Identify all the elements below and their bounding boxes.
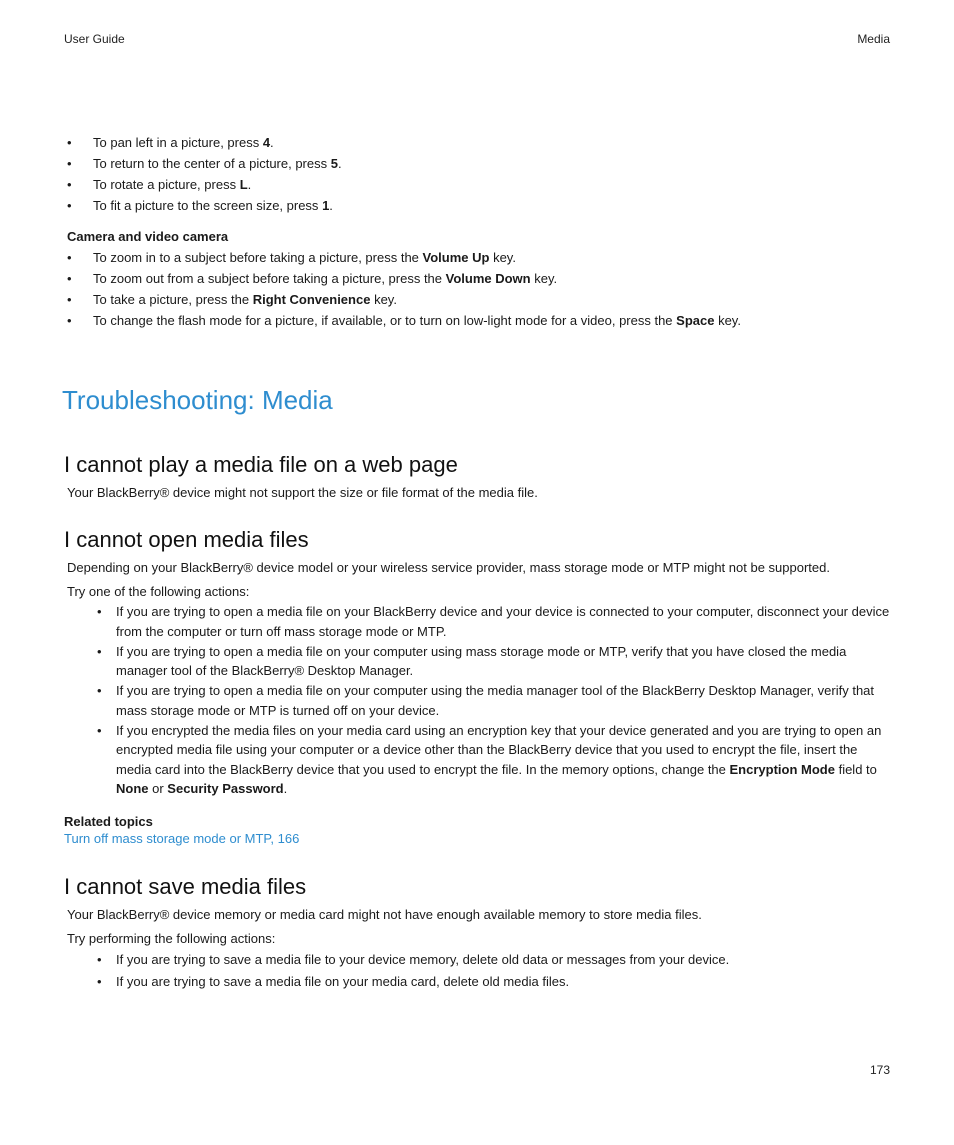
camera-heading: Camera and video camera (67, 229, 229, 244)
header-section-name: Media (857, 32, 890, 46)
related-topics-heading: Related topics (64, 814, 153, 829)
section-body: Try performing the following actions: (67, 931, 276, 946)
list-item: • If you are trying to save a media file to your device memory, delete old data or messages from your device. (64, 949, 892, 970)
save-media-actions (64, 949, 892, 992)
section-play-web-media (64, 451, 892, 503)
picture-shortcut-list (64, 132, 892, 216)
related-topic-link[interactable]: Turn off mass storage mode or MTP, 166 (64, 831, 300, 846)
page-title: Troubleshooting: Media (62, 385, 333, 415)
list-item: • To change the flash mode for a picture, if available, or to turn on low-light mode for a video, press the Space key. (64, 310, 892, 331)
list-item: • If you are trying to save a media file on your media card, delete old media files. (64, 971, 892, 992)
camera-shortcuts (64, 228, 892, 331)
list-item: • To pan left in a picture, press 4. (64, 132, 892, 153)
list-item: • If you are trying to open a media file on your computer using the media manager tool of the BlackBerry Desktop Manager, verify that mass storage mode or MTP is turned off on your device. (64, 681, 892, 720)
header-doc-title: User Guide (64, 32, 125, 46)
section-heading: I cannot open media files (64, 527, 309, 552)
section-body: Try one of the following actions: (67, 584, 250, 599)
section-save-media (64, 873, 892, 992)
list-item: • To take a picture, press the Right Convenience key. (64, 289, 892, 310)
list-item: • If you are trying to open a media file on your BlackBerry device and your device is connected to your computer, disconnect your device from the computer or turn off mass storage mode or MTP. (64, 602, 892, 641)
list-item: • If you are trying to open a media file on your computer using mass storage mode or MTP, verify that you have closed the media manager tool of the BlackBerry® Desktop Manager. (64, 642, 892, 681)
section-body: Your BlackBerry® device might not support the size or file format of the media file. (67, 485, 538, 500)
picture-shortcuts (64, 132, 892, 216)
list-item: • If you encrypted the media files on your media card using an encryption key that your device generated and you are trying to open an encrypted media file using your computer or a device other than the BlackBerry device that you used to encrypt the file, insert the media card into the BlackBerry device that you used to encrypt the file. In the memory options, change the Encryption Mode field to None or Security Password. (64, 721, 892, 799)
page-number: 173 (869, 1063, 890, 1077)
list-item: • To fit a picture to the screen size, press 1. (64, 195, 892, 216)
section-heading: I cannot save media files (64, 874, 307, 899)
camera-shortcut-list (64, 247, 892, 331)
related-topics (64, 813, 892, 846)
section-heading: I cannot play a media file on a web page (64, 452, 458, 477)
open-media-actions (64, 602, 892, 799)
section-body: Depending on your BlackBerry® device model or your wireless service provider, mass storage mode or MTP might not be supported. (67, 560, 830, 575)
list-item: • To return to the center of a picture, press 5. (64, 153, 892, 174)
section-open-media (64, 526, 892, 799)
list-item: • To rotate a picture, press L. (64, 174, 892, 195)
list-item: • To zoom in to a subject before taking a picture, press the Volume Up key. (64, 247, 892, 268)
section-body: Your BlackBerry® device memory or media card might not have enough available memory to store media files. (67, 907, 702, 922)
list-item: • To zoom out from a subject before taking a picture, press the Volume Down key. (64, 268, 892, 289)
